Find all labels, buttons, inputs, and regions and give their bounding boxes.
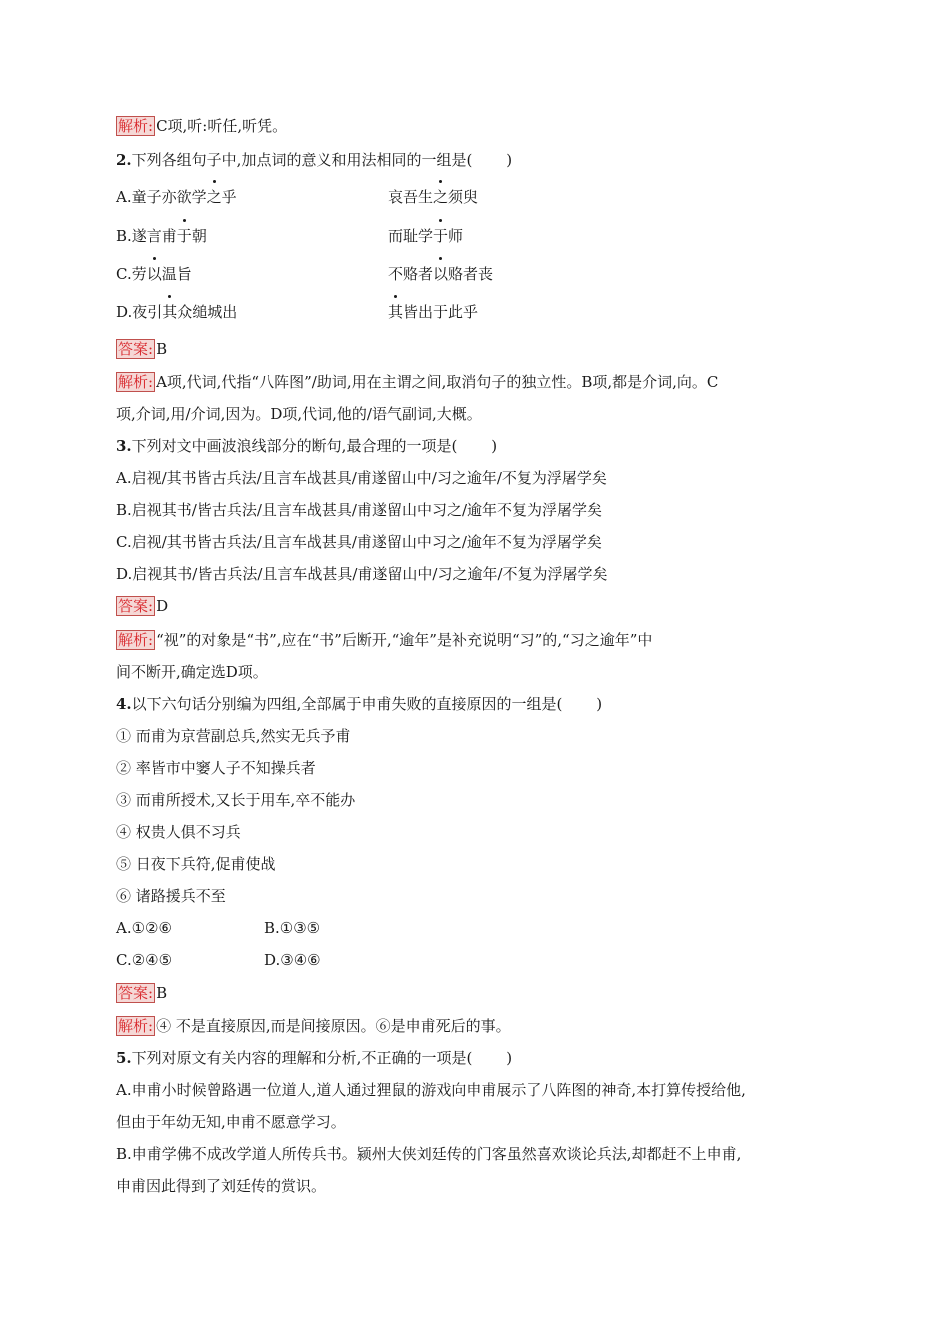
analysis-text: C项,听:听任,听凭。: [156, 117, 288, 135]
option-text: 师: [448, 227, 464, 245]
option-compare: [388, 185, 478, 209]
q3-option-d: D.启视其书/皆古兵法/且言车战甚具/甫遂留山中/习之逾年/不复为浮屠学矣: [116, 565, 608, 583]
analysis-text: 间不断开,确定选D项。: [116, 663, 268, 681]
dotted-word: 以: [147, 262, 162, 286]
q5-option-b-line-2: 申甫因此得到了刘廷传的赏识。: [116, 1177, 327, 1195]
q4-item: ⑤ 日夜下兵符,促甫使战: [116, 855, 276, 873]
option-a: A.①②⑥: [116, 919, 172, 937]
q1-analysis: [116, 114, 287, 138]
dotted-word: 于: [177, 224, 192, 248]
option-text: 众缒城出: [177, 303, 238, 321]
option-text: 赂者丧: [448, 265, 494, 283]
q3-analysis-line-2: [116, 660, 268, 684]
question-number: 2.: [116, 151, 132, 169]
answer-tag: 答案:: [118, 340, 154, 358]
q3-option-a: A.启视/其书皆古兵法/且言车战甚具/甫遂留山中/习之逾年/不复为浮屠学矣: [116, 469, 607, 487]
q2-option-b: [116, 224, 464, 248]
q4-item: ① 而甫为京营副总兵,然实无兵予甫: [116, 727, 351, 745]
question-text: 下列对文中画波浪线部分的断句,最合理的一项是(: [131, 437, 458, 455]
q4-item: ③ 而甫所授术,又长于用车,卒不能办: [116, 791, 356, 809]
q3-answer: [116, 594, 168, 618]
option-text: C.劳: [116, 265, 147, 283]
close-paren: ): [491, 437, 498, 455]
option-text: 须臾: [448, 188, 479, 206]
q3-option-c: C.启视/其书皆古兵法/且言车战甚具/甫遂留山中习之/逾年不复为浮屠学矣: [116, 533, 602, 551]
close-paren: ): [506, 151, 513, 169]
q3-analysis-line-1: [116, 628, 652, 652]
option-text: 而耻学: [388, 227, 434, 245]
dotted-word: 其: [162, 300, 177, 324]
option-text: B.遂言甫: [116, 227, 177, 245]
option-text: A.童子亦欲学: [116, 188, 207, 206]
analysis-tag: 解析:: [118, 1017, 154, 1035]
q4-item: ④ 权贵人俱不习兵: [116, 823, 241, 841]
option-d: D.③④⑥: [264, 951, 321, 969]
question-text: 下列各组句子中,加点词的意义和用法相同的一组是(: [131, 151, 473, 169]
option-b: B.①③⑤: [264, 919, 321, 937]
option-compare: [388, 262, 493, 286]
q4-analysis: [116, 1014, 511, 1038]
analysis-tag: 解析:: [118, 117, 154, 135]
close-paren: ): [596, 695, 603, 713]
q3-stem: [116, 434, 497, 458]
question-text: 以下六句话分别编为四组,全部属于申甫失败的直接原因的一组是(: [131, 695, 563, 713]
q2-analysis-line-1: [116, 370, 718, 394]
close-paren: ): [506, 1049, 513, 1067]
q4-item: ② 率皆市中窭人子不知操兵者: [116, 759, 316, 777]
option-compare: [388, 300, 478, 324]
analysis-text: ④ 不是直接原因,而是间接原因。⑥是申甫死后的事。: [156, 1017, 511, 1035]
option-c: C.②④⑤: [116, 951, 173, 969]
answer-value: B: [156, 984, 168, 1002]
q2-answer: [116, 337, 167, 361]
analysis-tag: 解析:: [118, 631, 154, 649]
q4-options-row-2: [116, 948, 321, 972]
q4-stem: [116, 692, 602, 716]
q5-stem: [116, 1046, 512, 1070]
q4-answer: [116, 981, 167, 1005]
answer-value: D: [156, 597, 169, 615]
q2-stem: [116, 148, 512, 172]
option-text: 朝: [191, 227, 207, 245]
answer-tag: 答案:: [118, 984, 154, 1002]
dotted-word: 以: [433, 262, 448, 286]
question-number: 4.: [116, 695, 132, 713]
q3-option-b: B.启视其书/皆古兵法/且言车战甚具/甫遂留山中习之/逾年不复为浮屠学矣: [116, 501, 603, 519]
option-compare: [388, 224, 463, 248]
answer-value: B: [156, 340, 168, 358]
analysis-tag: 解析:: [118, 373, 154, 391]
q2-option-c: [116, 262, 494, 286]
analysis-text: “视”的对象是“书”,应在“书”后断开,“逾年”是补充说明“习”的,“习之逾年”中: [156, 631, 653, 649]
q5-option-a-line-2: 但由于年幼无知,申甫不愿意学习。: [116, 1113, 346, 1131]
question-number: 3.: [116, 437, 132, 455]
option-text: 温旨: [161, 265, 192, 283]
q4-item: ⑥ 诸路援兵不至: [116, 887, 226, 905]
dotted-word: 于: [433, 224, 448, 248]
dotted-word: 之: [433, 185, 448, 209]
question-text: 下列对原文有关内容的理解和分析,不正确的一项是(: [131, 1049, 473, 1067]
q2-analysis-line-2: [116, 402, 482, 426]
option-text: D.夜引: [116, 303, 163, 321]
q2-option-a: [116, 185, 479, 209]
q4-options-row-1: [116, 916, 321, 940]
question-number: 5.: [116, 1049, 132, 1067]
analysis-text: A项,代词,代指“八阵图”/助词,用在主谓之间,取消句子的独立性。B项,都是介词,向。C: [156, 373, 719, 391]
q2-option-d: [116, 300, 479, 324]
option-text: 皆出于此乎: [403, 303, 479, 321]
option-text: 哀吾生: [388, 188, 434, 206]
option-text: 不赂者: [388, 265, 434, 283]
dotted-word: 其: [388, 300, 403, 324]
q5-option-a-line-1: A.申甫小时候曾路遇一位道人,道人通过狸鼠的游戏向申甫展示了八阵图的神奇,本打算传授给他,: [116, 1081, 746, 1099]
q5-option-b-line-1: B.申甫学佛不成改学道人所传兵书。颍州大侠刘廷传的门客虽然喜欢谈论兵法,却都赶不上申甫,: [116, 1145, 742, 1163]
analysis-text: 项,介词,用/介词,因为。D项,代词,他的/语气副词,大概。: [116, 405, 482, 423]
dotted-word: 之: [207, 185, 222, 209]
answer-tag: 答案:: [118, 597, 154, 615]
option-text: 乎: [221, 188, 237, 206]
